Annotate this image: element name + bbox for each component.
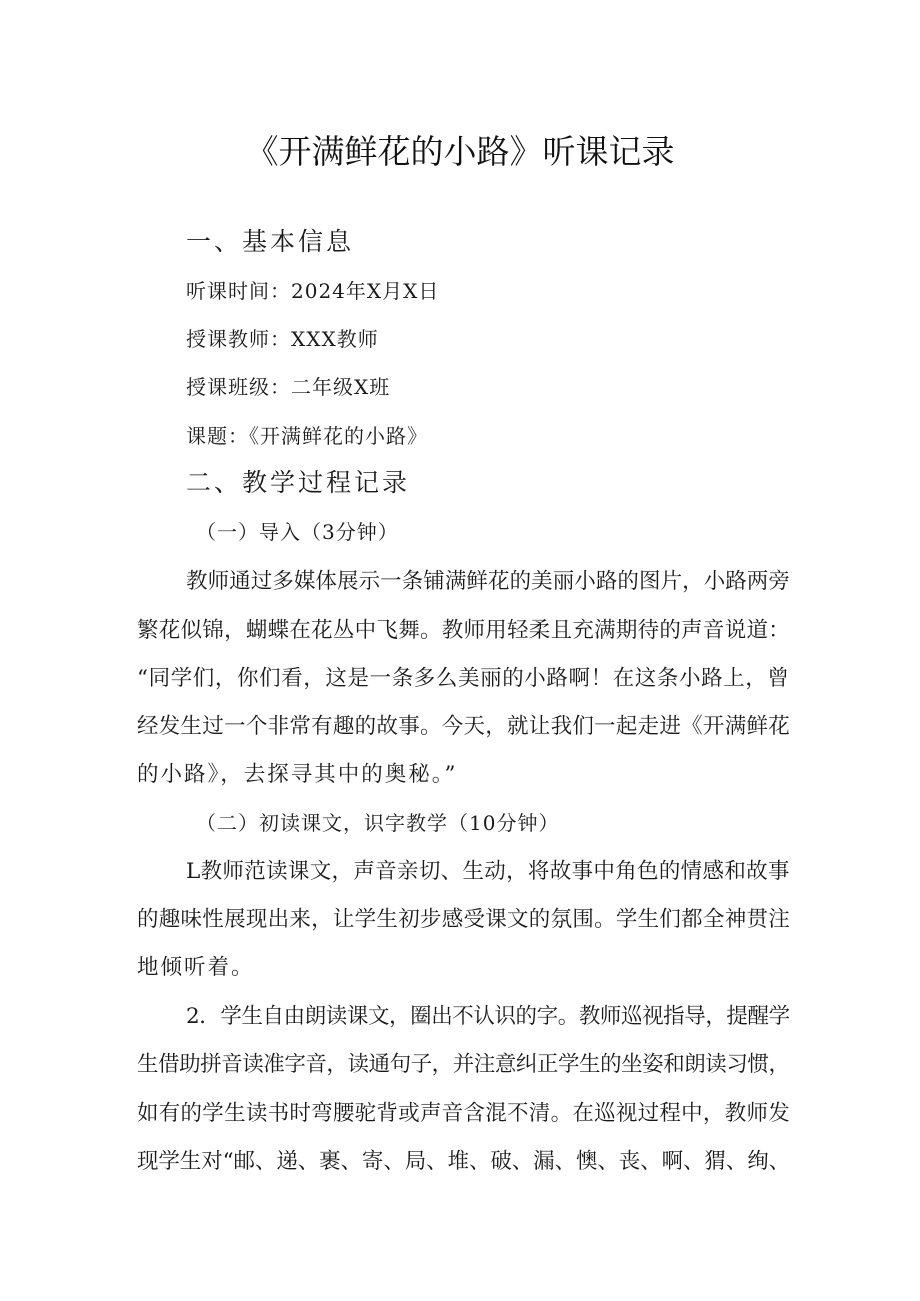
paragraph-line: 的小路》，去探寻其中的奥秘。”: [137, 762, 458, 787]
paragraph-line: 现学生对“邮、递、裹、寄、局、堆、破、漏、懊、丧、啊、猬、绚、: [137, 1149, 790, 1174]
paragraph-line: 如有的学生读书时弯腰驼背或声音含混不清。在巡视过程中，教师发: [137, 1101, 791, 1126]
paragraph-line: 2．学生自由朗读课文，圈出不认识的字。教师巡视指导，提醒学: [186, 1004, 790, 1029]
paragraph-line: 经发生过一个非常有趣的故事。今天，就让我们一起走进《开满鲜花: [137, 714, 791, 739]
subsection-heading-intro: （一）导入（3分钟）: [196, 520, 399, 544]
info-teacher: 授课教师：XXX教师: [186, 327, 379, 351]
paragraph-line: 地倾听着。: [137, 955, 255, 980]
info-topic: 课题：《开满鲜花的小路》: [186, 424, 428, 448]
paragraph-line: “同学们，你们看，这是一条多么美丽的小路啊！在这条小路上，曾: [137, 666, 790, 691]
paragraph-line: 的趣味性展现出来，让学生初步感受课文的氛围。学生们都全神贯注: [137, 907, 791, 932]
info-time: 听课时间：2024年X月X日: [186, 279, 440, 303]
section-heading-process: 二、教学过程记录: [186, 468, 411, 497]
paragraph-line: L教师范读课文，声音亲切、生动，将故事中角色的情感和故事: [186, 859, 790, 884]
paragraph-line: 教师通过多媒体展示一条铺满鲜花的美丽小路的图片，小路两旁: [186, 569, 791, 594]
section-heading-basic-info: 一、基本信息: [186, 227, 355, 256]
paragraph-line: 生借助拼音读准字音，读通句子，并注意纠正学生的坐姿和朗读习惯，: [137, 1052, 790, 1077]
paragraph-line: 繁花似锦，蝴蝶在花丛中飞舞。教师用轻柔且充满期待的声音说道：: [137, 618, 791, 643]
info-class: 授课班级：二年级X班: [186, 375, 391, 399]
subsection-heading-reading: （二）初读课文，识字教学（10分钟）: [196, 811, 560, 835]
document-title: 《开满鲜花的小路》听课记录: [245, 132, 675, 171]
